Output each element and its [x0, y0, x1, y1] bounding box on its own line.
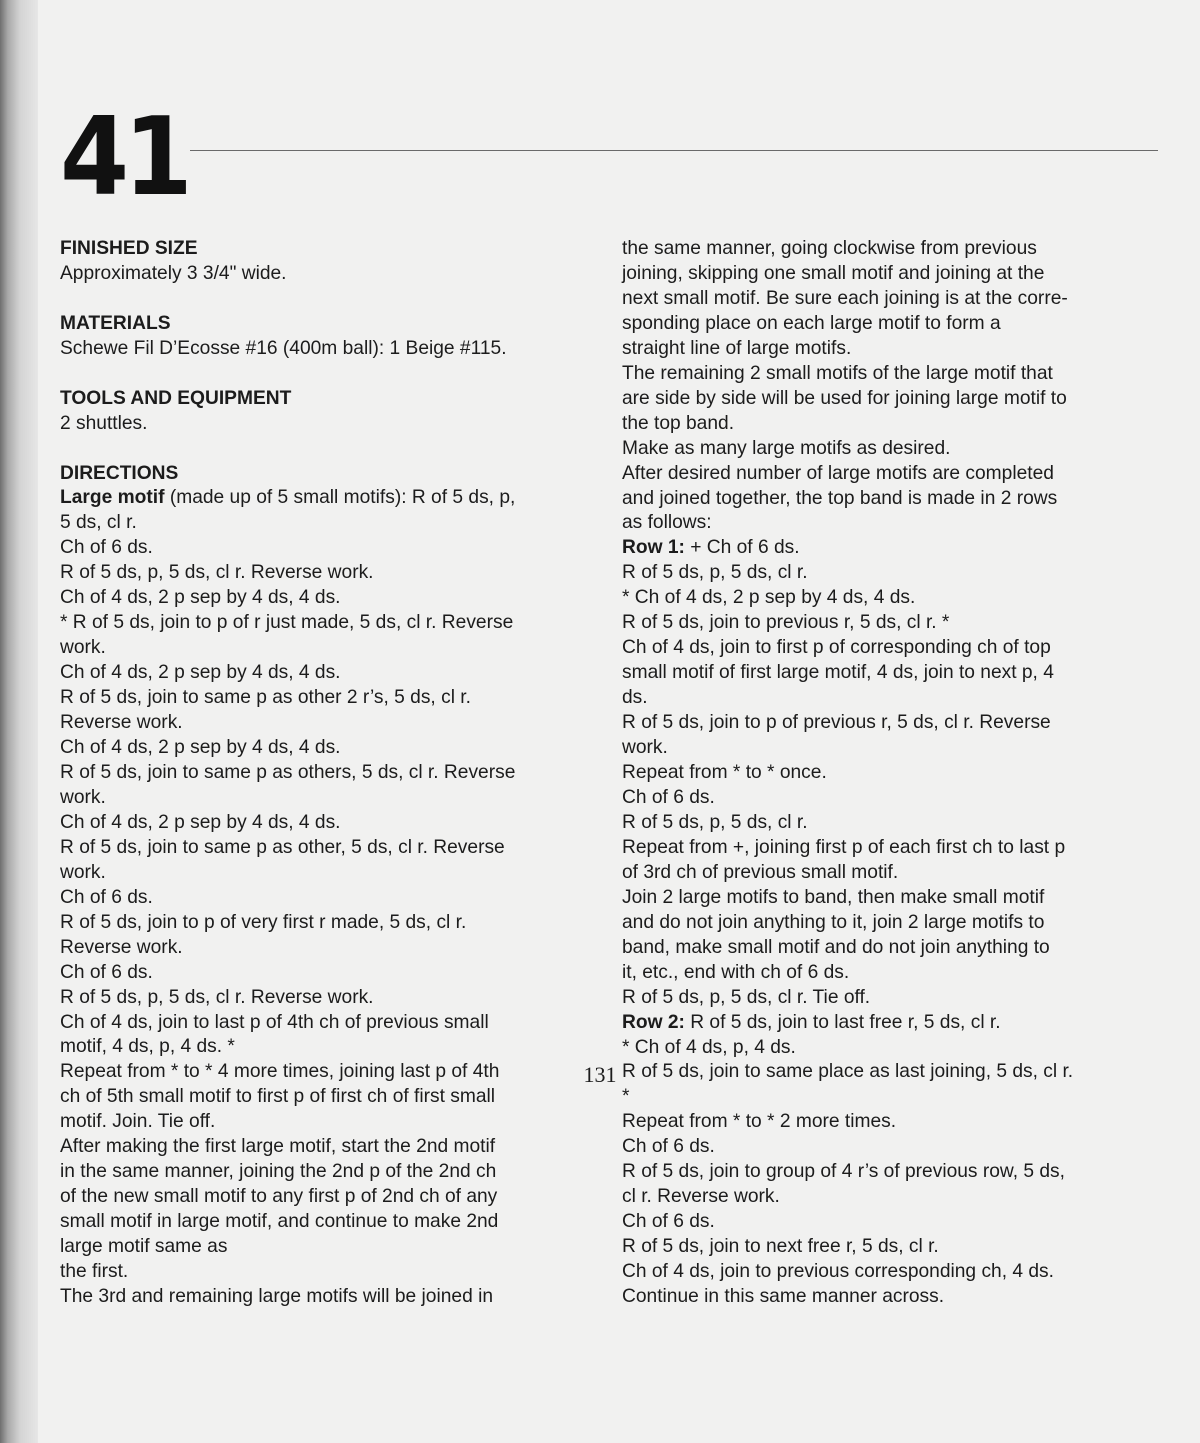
text-line	[60, 636, 605, 661]
line-text: * R of 5 ds, join to p of r just made, 5 ds, cl r. Reverse	[60, 612, 514, 634]
text-line	[622, 437, 1167, 462]
line-text: R of 5 ds, join to same place as last joining, 5 ds, cl r.	[622, 1061, 1074, 1083]
header-rule	[190, 150, 1158, 151]
text-line	[60, 661, 605, 686]
line-text: Repeat from * to * 4 more times, joining last p of 4th	[60, 1061, 500, 1083]
line-text: R of 5 ds, p, 5 ds, cl r. Reverse work.	[60, 986, 374, 1008]
line-text: are side by side will be used for joining large motif to	[622, 387, 1067, 409]
line-text: Ch of 6 ds.	[60, 537, 153, 559]
text-line	[60, 861, 605, 886]
text-line	[60, 337, 605, 362]
line-text: Ch of 6 ds.	[622, 1211, 715, 1233]
line-text: Repeat from * to * once.	[622, 762, 827, 784]
text-line	[622, 811, 1167, 836]
line-text: sponding place on each large motif to form a	[622, 312, 1001, 334]
line-text: of the new small motif to any first p of 2nd ch of any	[60, 1186, 498, 1208]
text-line	[622, 362, 1167, 387]
line-text: small motif of first large motif, 4 ds, join to next p, 4	[622, 662, 1054, 684]
line-text: (made up of 5 small motifs): R of 5 ds, p,	[164, 487, 516, 509]
text-line	[60, 1185, 605, 1210]
text-line	[60, 536, 605, 561]
line-text: in the same manner, joining the 2nd p of the 2nd ch	[60, 1161, 497, 1183]
left-column	[60, 237, 605, 1310]
line-text: Ch of 4 ds, join to previous corresponding ch, 4 ds.	[622, 1261, 1054, 1283]
line-text: R of 5 ds, join to same p as other, 5 ds, cl r. Reverse	[60, 836, 505, 858]
text-line	[622, 586, 1167, 611]
line-text: R of 5 ds, p, 5 ds, cl r.	[622, 811, 808, 833]
line-text: work.	[60, 637, 106, 659]
line-text: 5 ds, cl r.	[60, 512, 137, 534]
line-text: and joined together, the top band is made in 2 rows	[622, 487, 1058, 509]
text-line	[60, 412, 605, 437]
text-line	[622, 412, 1167, 437]
text-line	[60, 936, 605, 961]
line-text: Ch of 6 ds.	[622, 786, 715, 808]
line-text: R of 5 ds, p, 5 ds, cl r. Reverse work.	[60, 562, 374, 584]
line-text: ch of 5th small motif to first p of first ch of first small	[60, 1086, 496, 1108]
text-line	[60, 836, 605, 861]
line-text: Ch of 4 ds, 2 p sep by 4 ds, 4 ds.	[60, 811, 341, 833]
paragraph-gap	[60, 362, 605, 387]
line-text: Reverse work.	[60, 936, 183, 958]
text-line	[622, 1210, 1167, 1235]
text-line	[622, 911, 1167, 936]
bold-lead: Large motif	[60, 487, 165, 509]
line-text: Ch of 6 ds.	[60, 886, 153, 908]
line-text: * Ch of 4 ds, 2 p sep by 4 ds, 4 ds.	[622, 587, 916, 609]
line-text: After desired number of large motifs are completed	[622, 462, 1054, 484]
text-line	[622, 1235, 1167, 1260]
line-text: small motif in large motif, and continue to make 2nd	[60, 1211, 499, 1233]
line-text: The 3rd and remaining large motifs will be joined in	[60, 1285, 494, 1307]
text-line	[60, 736, 605, 761]
line-text: *	[622, 1086, 630, 1108]
line-text: TOOLS AND EQUIPMENT	[60, 387, 292, 409]
text-line	[622, 536, 1167, 561]
text-line	[622, 861, 1167, 886]
text-line	[622, 661, 1167, 686]
text-line	[60, 511, 605, 536]
line-text: motif. Join. Tie off.	[60, 1111, 216, 1133]
right-column	[622, 237, 1167, 1310]
text-line	[622, 711, 1167, 736]
section-heading	[60, 462, 605, 487]
text-line	[60, 486, 605, 511]
text-line	[60, 711, 605, 736]
line-text: Make as many large motifs as desired.	[622, 437, 951, 459]
line-text: it, etc., end with ch of 6 ds.	[622, 961, 850, 983]
line-text: as follows:	[622, 512, 712, 534]
text-line	[622, 736, 1167, 761]
section-heading	[60, 387, 605, 412]
text-line	[60, 1210, 605, 1235]
line-text: R of 5 ds, join to p of previous r, 5 ds, cl r. Reverse	[622, 712, 1051, 734]
bold-lead: Row 2:	[622, 1011, 685, 1033]
text-line	[60, 1285, 605, 1310]
text-line	[622, 1185, 1167, 1210]
text-line	[622, 1011, 1167, 1036]
text-line	[622, 1085, 1167, 1110]
line-text: R of 5 ds, join to p of very first r made, 5 ds, cl r.	[60, 911, 467, 933]
text-line	[60, 1110, 605, 1135]
section-heading	[60, 312, 605, 337]
line-text: DIRECTIONS	[60, 462, 179, 484]
line-text: of 3rd ch of previous small motif.	[622, 861, 899, 883]
text-line	[622, 387, 1167, 412]
line-text: Ch of 4 ds, 2 p sep by 4 ds, 4 ds.	[60, 662, 341, 684]
text-line	[60, 262, 605, 287]
text-line	[622, 1285, 1167, 1310]
text-line	[622, 686, 1167, 711]
line-text: R of 5 ds, join to group of 4 r’s of previous row, 5 ds,	[622, 1161, 1065, 1183]
text-line	[60, 886, 605, 911]
text-line	[622, 487, 1167, 512]
line-text: R of 5 ds, join to same p as other 2 r’s, 5 ds, cl r.	[60, 687, 471, 709]
line-text: The remaining 2 small motifs of the large motif that	[622, 362, 1053, 384]
line-text: Ch of 6 ds.	[60, 961, 153, 983]
text-line	[622, 611, 1167, 636]
line-text: + Ch of 6 ds.	[684, 537, 800, 559]
text-line	[622, 886, 1167, 911]
line-text: motif, 4 ds, p, 4 ds. *	[60, 1036, 235, 1058]
text-line	[622, 262, 1167, 287]
text-line	[622, 1135, 1167, 1160]
text-line	[60, 961, 605, 986]
pattern-number: 41	[60, 95, 188, 220]
page-number: 131	[583, 1062, 617, 1087]
text-line	[60, 1035, 605, 1060]
line-text: and do not join anything to it, join 2 large motifs to	[622, 911, 1045, 933]
text-line	[622, 636, 1167, 661]
text-line	[622, 1260, 1167, 1285]
text-line	[622, 561, 1167, 586]
text-line	[60, 1135, 605, 1160]
line-text: work.	[60, 861, 106, 883]
line-text: Repeat from +, joining first p of each first ch to last p	[622, 836, 1066, 858]
line-text: Schewe Fil D’Ecosse #16 (400m ball): 1 Beige #115.	[60, 337, 507, 359]
paragraph-gap	[60, 287, 605, 312]
line-text: After making the first large motif, start the 2nd motif	[60, 1136, 496, 1158]
line-text: Join 2 large motifs to band, then make small motif	[622, 886, 1045, 908]
line-text: Ch of 6 ds.	[622, 1136, 715, 1158]
line-text: the first.	[60, 1261, 129, 1283]
line-text: joining, skipping one small motif and joining at the	[622, 262, 1045, 284]
paragraph-gap	[60, 437, 605, 462]
text-line	[60, 986, 605, 1011]
text-line	[60, 561, 605, 586]
text-line	[622, 237, 1167, 262]
line-text: Reverse work.	[60, 712, 183, 734]
text-line	[60, 611, 605, 636]
section-heading	[60, 237, 605, 262]
text-line	[60, 786, 605, 811]
text-line	[60, 911, 605, 936]
text-line	[60, 586, 605, 611]
line-text: Repeat from * to * 2 more times.	[622, 1111, 897, 1133]
text-line	[622, 761, 1167, 786]
text-line	[622, 986, 1167, 1011]
text-line	[60, 1260, 605, 1285]
line-text: MATERIALS	[60, 312, 171, 334]
line-text: R of 5 ds, p, 5 ds, cl r.	[622, 562, 808, 584]
text-line	[622, 961, 1167, 986]
text-line	[60, 811, 605, 836]
line-text: Ch of 4 ds, join to last p of 4th ch of previous small	[60, 1011, 489, 1033]
text-line	[622, 836, 1167, 861]
bold-lead: Row 1:	[622, 537, 685, 559]
line-text: R of 5 ds, join to last free r, 5 ds, cl r.	[684, 1011, 1001, 1033]
line-text: work.	[622, 737, 668, 759]
line-text: FINISHED SIZE	[60, 238, 198, 259]
line-text: straight line of large motifs.	[622, 337, 852, 359]
text-line	[622, 312, 1167, 337]
line-text: next small motif. Be sure each joining is at the corre-	[622, 287, 1068, 309]
text-line	[60, 686, 605, 711]
line-text: band, make small motif and do not join anything to	[622, 936, 1050, 958]
text-line	[622, 936, 1167, 961]
line-text: work.	[60, 786, 106, 808]
text-line	[60, 1235, 605, 1260]
line-text: ds.	[622, 687, 648, 709]
line-text: the same manner, going clockwise from previous	[622, 238, 1037, 259]
text-line	[622, 1110, 1167, 1135]
line-text: Ch of 4 ds, join to first p of corresponding ch of top	[622, 637, 1051, 659]
line-text: Approximately 3 3/4" wide.	[60, 262, 287, 284]
line-text: R of 5 ds, join to same p as others, 5 ds, cl r. Reverse	[60, 761, 516, 783]
line-text: R of 5 ds, p, 5 ds, cl r. Tie off.	[622, 986, 871, 1008]
line-text: R of 5 ds, join to next free r, 5 ds, cl r.	[622, 1236, 939, 1258]
text-line	[622, 337, 1167, 362]
book-gutter-shadow	[0, 0, 38, 1443]
text-line	[622, 1036, 1167, 1061]
text-line	[622, 287, 1167, 312]
text-line	[622, 462, 1167, 487]
text-line	[622, 511, 1167, 536]
line-text: 2 shuttles.	[60, 412, 148, 434]
line-text: Ch of 4 ds, 2 p sep by 4 ds, 4 ds.	[60, 587, 341, 609]
line-text: large motif same as	[60, 1236, 228, 1258]
text-line	[60, 1011, 605, 1036]
text-line	[622, 786, 1167, 811]
line-text: R of 5 ds, join to previous r, 5 ds, cl r. *	[622, 612, 950, 634]
text-line	[60, 1160, 605, 1185]
line-text: the top band.	[622, 412, 735, 434]
line-text: Continue in this same manner across.	[622, 1286, 945, 1308]
line-text: cl r. Reverse work.	[622, 1186, 780, 1208]
text-line	[622, 1160, 1167, 1185]
text-line	[60, 761, 605, 786]
line-text: * Ch of 4 ds, p, 4 ds.	[622, 1036, 796, 1058]
text-line	[60, 1085, 605, 1110]
line-text: Ch of 4 ds, 2 p sep by 4 ds, 4 ds.	[60, 737, 341, 759]
